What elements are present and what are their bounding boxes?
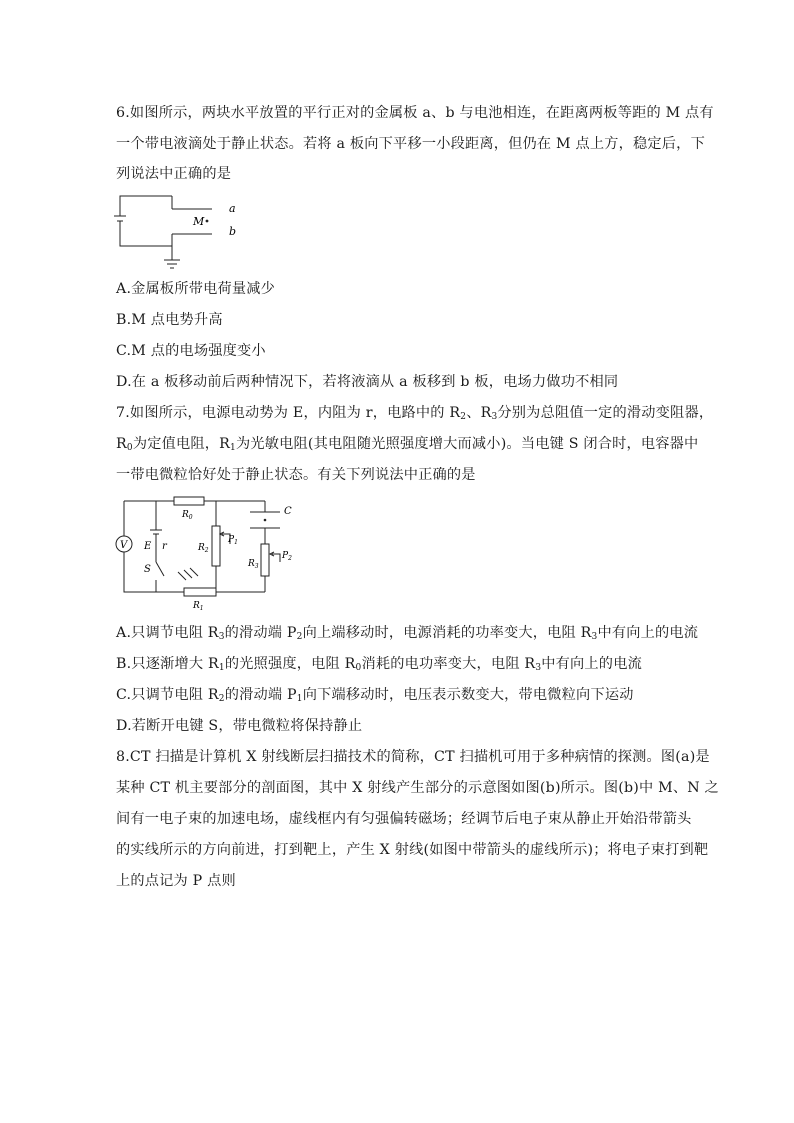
q7-stem-line-3: 一带电微粒恰好处于静止状态。有关下列说法中正确的是	[116, 467, 476, 483]
q8-stem-line-2: 某种 CT 机主要部分的剖面图，其中 X 射线产生部分的示意图如图(b)所示。图(b)中 M、N 之	[116, 780, 719, 796]
label-r: r	[162, 541, 167, 552]
label-C: C	[284, 506, 292, 517]
label-S: S	[144, 564, 151, 575]
q8-stem-line-3: 间有一电子束的加速电场，虚线框内有匀强偏转磁场；经调节后电子束从静止开始沿带箭头	[116, 811, 692, 827]
label-b: b	[229, 225, 237, 238]
label-V: V	[120, 540, 128, 551]
q8-stem-line-4: 的实线所示的方向前进，打到靶上，产生 X 射线(如图中带箭头的虚线所示)；将电子束打到靶	[116, 842, 709, 858]
q6-option-b: B.M 点电势升高	[116, 312, 223, 328]
q8-stem-line-1: 8.CT 扫描是计算机 X 射线断层扫描技术的简称，CT 扫描机可用于多种病情的探测。图(a)是	[116, 749, 710, 765]
label-R0: $R_0$	[182, 510, 193, 521]
q7-option-a: A.只调节电阻 $R_3$的滑动端 $P_2$向上端移动时，电源消耗的功率变大，电阻 $R_3$中有向上的电流	[116, 625, 699, 642]
particle-dot	[264, 519, 267, 522]
q6-stem-line-1: 6.如图所示，两块水平放置的平行正对的金属板 a、b 与电池相连，在距离两板等距的 M 点有	[116, 105, 714, 121]
label-R3: $R_3$	[248, 559, 259, 570]
label-R1: $R_1$	[193, 601, 204, 612]
q7-option-d: D.若断开电键 S，带电微粒将保持静止	[116, 718, 363, 734]
q7-option-b: B.只逐渐增大 $R_1$的光照强度，电阻 $R_0$消耗的电功率变大，电阻 $R_3$中有向上的电流	[116, 656, 642, 673]
q7-stem-line-2: $R_0$为定值电阻，$R_1$为光敏电阻(其电阻随光照强度增大而减小)。当电键 S 闭合时，电容器中	[116, 436, 699, 453]
label-P2: $P_2$	[282, 551, 292, 562]
label-E: E	[144, 541, 152, 552]
label-P1: $P_1$	[228, 535, 238, 546]
q6-option-a: A.金属板所带电荷量减少	[116, 281, 276, 297]
q7-circuit-figure	[112, 492, 312, 614]
q6-capacitor-circuit-figure	[112, 190, 252, 272]
label-M: M	[193, 215, 205, 228]
q8-stem-line-5: 上的点记为 P 点则	[116, 873, 236, 889]
label-a: a	[229, 202, 236, 215]
droplet-dot	[206, 220, 209, 223]
q6-stem-line-2: 一个带电液滴处于静止状态。若将 a 板向下平移一小段距离，但仍在 M 点上方，稳定后，下	[116, 136, 705, 152]
q7-stem-line-1: 7.如图所示，电源电动势为 E，内阻为 r，电路中的 $R_2$、$R_3$分别为总阻值一定的滑动变阻器，	[116, 405, 714, 422]
q7-option-c: C.只调节电阻 $R_2$的滑动端 $P_1$向下端移动时，电压表示数变大，带电微粒向下运动	[116, 687, 634, 704]
q6-option-c: C.M 点的电场强度变小	[116, 343, 266, 359]
label-R2: $R_2$	[198, 543, 209, 554]
q6-option-d: D.在 a 板移动前后两种情况下，若将液滴从 a 板移到 b 板，电场力做功不相同	[116, 374, 619, 390]
q6-stem-line-3: 列说法中正确的是	[116, 166, 232, 182]
